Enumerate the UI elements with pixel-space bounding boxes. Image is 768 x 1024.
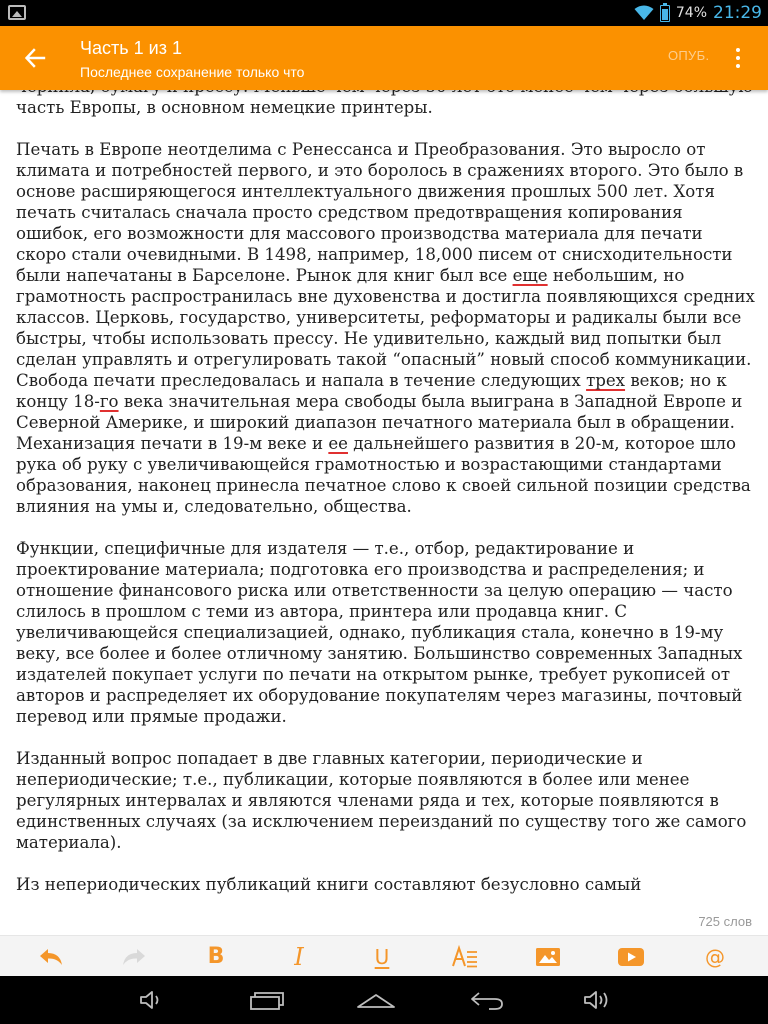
app-toolbar: [0, 26, 768, 90]
more-vert-icon-dot: [736, 64, 740, 68]
battery-icon: [660, 5, 670, 22]
spellcheck-flagged-word[interactable]: трех: [586, 371, 626, 390]
underline-button[interactable]: [362, 936, 402, 977]
status-bar: [0, 0, 768, 26]
volume-down-button[interactable]: [130, 984, 174, 1016]
text-format-button[interactable]: [445, 936, 485, 977]
insert-video-icon: [618, 947, 644, 967]
redo-button[interactable]: [114, 936, 154, 977]
spellcheck-flagged-word[interactable]: ее: [328, 434, 348, 453]
home-button[interactable]: [354, 984, 398, 1016]
insert-image-icon: [536, 947, 560, 967]
editor-text[interactable]: [16, 76, 756, 916]
volume-up-button[interactable]: [575, 984, 619, 1016]
story-editor[interactable]: [0, 90, 768, 908]
save-status: Последнее сохранение только что: [80, 64, 305, 80]
more-vert-icon-dot: [736, 48, 740, 52]
arrow-left-icon: [24, 47, 46, 69]
volume-down-icon: [138, 988, 166, 1012]
editor-paragraph[interactable]: Из непериодических публикаций книги составляют безусловно самый: [16, 875, 642, 894]
text-format-icon: [452, 946, 478, 968]
spellcheck-flagged-word[interactable]: го: [99, 392, 119, 411]
underline-icon: U: [374, 944, 390, 969]
spellcheck-flagged-word[interactable]: еще: [512, 266, 548, 285]
mention-button[interactable]: [695, 936, 735, 977]
more-options-button[interactable]: [726, 42, 750, 74]
clock: 21:29: [713, 3, 762, 23]
redo-icon: [121, 947, 147, 967]
bold-icon: B: [207, 944, 225, 969]
italic-button[interactable]: [279, 936, 319, 977]
editor-paragraph[interactable]: Печать в Европе неотделима с Ренессанса и Преобразования. Это выросло от климата и потребностей первого, и это боролось в сражениях второго. Это было в основе расширяющегося интеллектуального движения прошлых 500 лет. Хотя печать считалась сначала просто средством предотвращения копирования ошибок, его возможности для массового производства материала для печати скоро стали очевидными. В 1498, например, 18,000 писем от снисходительности были напечатаны в Барселоне. Рынок для книг был все еще небольшим, но грамотность распространилась вне духовенства и достигла появляющихся средних классов. Церковь, государство, университеты, реформаторы и радикалы были все быстры, чтобы использовать прессу. Не удивительно, каждый вид попытки был сделан управлять и отрегулировать такой “опасный” новый способ коммуникации. Свобода печати преследовалась и напала в течение следующих трех веков; но к концу 18-го века значительная мера свободы была выиграна в Западной Европе и Северной Америке, и широкий диапазон печатного материала был в обращении. Механизация печати в 19-м веке и ее дальнейшего развития в 20-м, которое шло рука об руку с увеличивающейся грамотностью и возрастающими стандартами образования, наконец принесла печатное слово к своей сильной позиции средства влияния на умы и, следовательно, общества.: [16, 140, 755, 516]
system-nav-bar: [0, 976, 768, 1024]
back-button[interactable]: [14, 38, 56, 78]
insert-image-button[interactable]: [528, 936, 568, 977]
mention-icon: @: [705, 944, 725, 969]
wifi-icon: [634, 5, 654, 21]
back-icon: [469, 989, 505, 1011]
bold-button[interactable]: [196, 936, 236, 977]
part-title: Часть 1 из 1: [80, 38, 182, 58]
battery-percent: 74%: [675, 5, 707, 21]
home-icon: [356, 989, 396, 1011]
back-nav-button[interactable]: [465, 984, 509, 1016]
more-vert-icon-dot: [736, 56, 740, 60]
publish-button[interactable]: ОПУБ.: [668, 48, 710, 63]
undo-button[interactable]: [31, 936, 71, 977]
volume-up-icon: [582, 988, 612, 1012]
image-notification-icon: [8, 5, 26, 20]
editor-paragraph[interactable]: Изданный вопрос попадает в две главных категории, периодические и непериодические; т.е., публикации, которые появляются в более или менее регулярных интервалах и являются членами ряда и тех, которые появляются в единственных случаях (за исключением переизданий по существу того же самого материала).: [16, 749, 747, 852]
editor-paragraph[interactable]: Функции, специфичные для издателя — т.е., отбор, редактирование и проектирование материала; подготовка его производства и распределения; и отношение финансового риска или ответственности за целую операцию — часто слилось в прошлом с теми из автора, принтера или продавца книг. С увеличивающейся специализацией, однако, публикация стала, конечно в 19-му веку, все более и более отличному занятию. Большинство современных Западных издателей покупает услуги по печати на открытом рынке, требует рукописей от авторов и распределяет их оборудование покупателям через магазины, почтовый перевод или прямые продажи.: [16, 539, 743, 726]
status-indicators: [634, 0, 762, 26]
recent-apps-button[interactable]: [245, 984, 289, 1016]
recent-apps-icon: [249, 989, 285, 1011]
insert-video-button[interactable]: [611, 936, 651, 977]
italic-icon: I: [294, 942, 304, 971]
undo-icon: [38, 947, 64, 967]
word-count: 725 слов: [698, 914, 752, 929]
format-toolbar: [0, 935, 768, 976]
editor-paragraph[interactable]: часть Европы, в основном немецкие принтеры.: [16, 98, 433, 117]
